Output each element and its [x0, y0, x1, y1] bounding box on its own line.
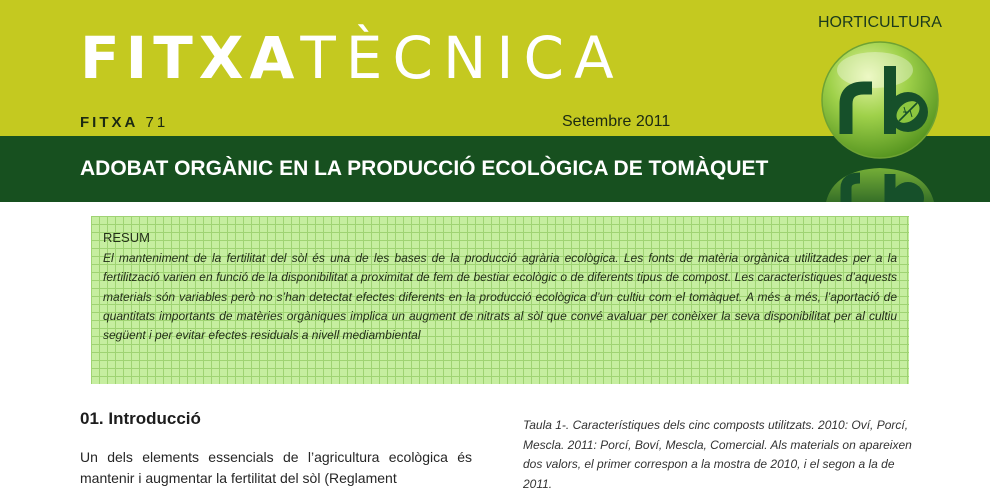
publication-title-light: TÈCNICA: [300, 24, 624, 92]
rb-logo: [820, 40, 940, 160]
publication-date: Setembre 2011: [562, 113, 671, 130]
document-title: ADOBAT ORGÀNIC EN LA PRODUCCIÓ ECOLÒGICA DE TOMÀQUET: [80, 157, 769, 180]
sheet-label: FITXA: [80, 114, 139, 131]
category-label: HORTICULTURA: [818, 14, 942, 31]
section-heading: 01. Introducció: [80, 409, 201, 428]
summary-box: [91, 216, 909, 384]
sheet-number-value: 71: [145, 114, 169, 131]
publication-title-bold: FITXA: [80, 24, 301, 92]
intro-paragraph: Un dels elements essencials de l’agricultura ecològica és mantenir i augmentar la fertilitat del sòl (Reglament: [80, 449, 472, 486]
logo-reflection: [820, 164, 940, 202]
sheet-number: [80, 114, 168, 131]
summary-heading: RESUM: [103, 230, 150, 245]
summary-text: El manteniment de la fertilitat del sòl és una de les bases de la producció agrària ecològica. Les fonts de matèria orgànica utilitzades per a la fertilització varien en funció de la disponibilitat a proximitat de fem de bestiar ecològic o de diferents tipus de compost. Les característiques d’aquests materials són variables però no s’han detectat efectes diferents en la producció ecològica d’un cultiu com el tomàquet. A més a més, l’aportació de quantitats importants de matèries orgàniques implica un augment de nitrats al sòl que convé avaluar per conèixer la seva disponibilitat per al cultiu següent i per evitar efectes residuals a nivell mediambiental: [103, 251, 897, 343]
table-caption: Taula 1-. Característiques dels cinc composts utilitzats. 2010: Oví, Porcí, Mescla. 2011: Porcí, Boví, Mescla, Comercial. Als materials on apareixen dos valors, el primer correspon a la mostra de 2010, i el segon a la de 2011.: [523, 418, 912, 491]
publication-title: [80, 24, 624, 92]
